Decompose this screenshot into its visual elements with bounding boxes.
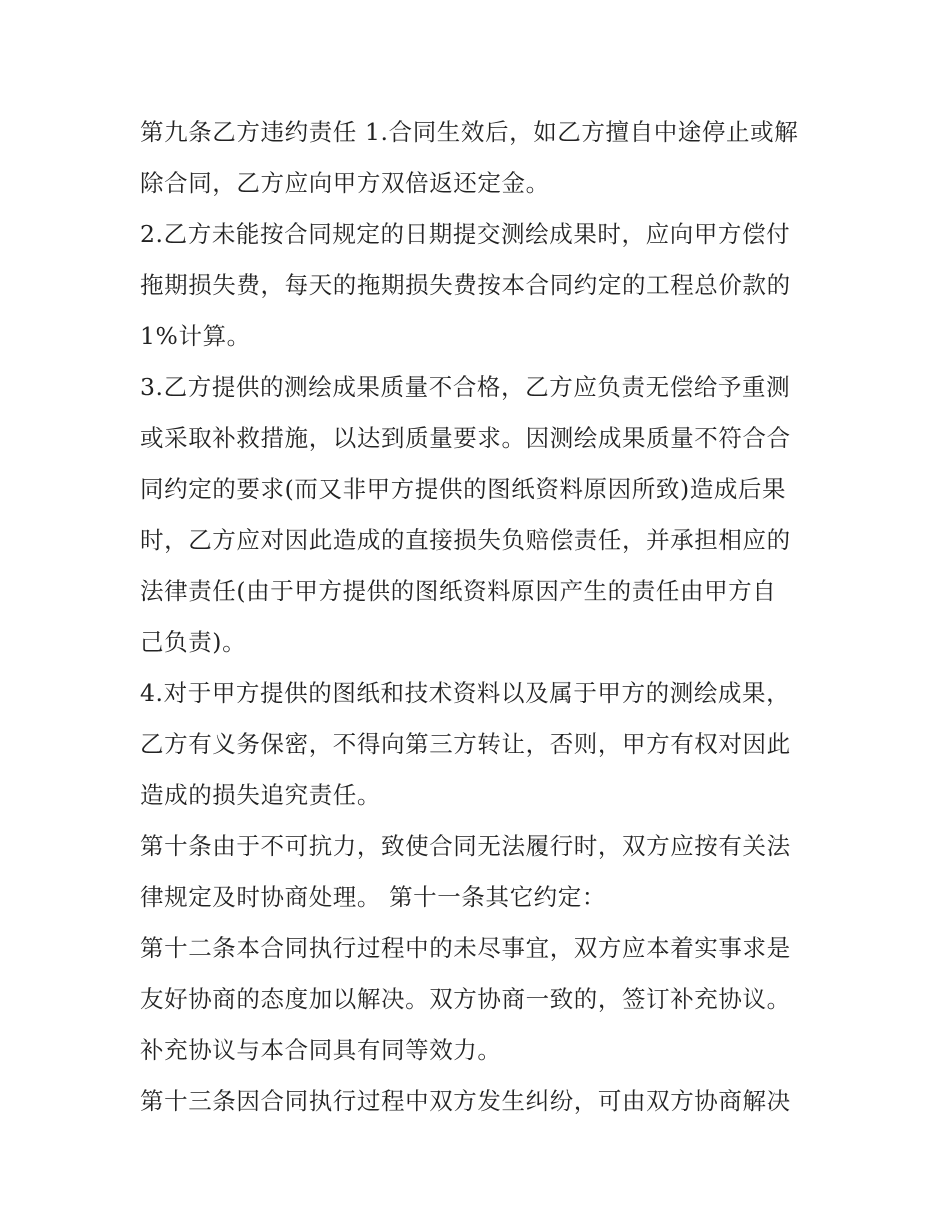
text-line: 第九条乙方违约责任 1.合同生效后，如乙方擅自中途停止或解 (140, 118, 799, 146)
text-line: 律规定及时协商处理。 第十一条其它约定： (140, 883, 606, 911)
text-line: 同约定的要求(而又非甲方提供的图纸资料原因所致)造成后果 (140, 475, 787, 503)
paragraph-article-9 (140, 107, 820, 209)
text-line: 除合同，乙方应向甲方双倍返还定金。 (140, 169, 550, 197)
paragraph-article-13 (140, 1076, 820, 1127)
text-line: 友好协商的态度加以解决。双方协商一致的，签订补充协议。 (140, 985, 791, 1013)
text-line: 补充协议与本合同具有同等效力。 (140, 1036, 502, 1064)
text-line: 乙方有义务保密，不得向第三方转让，否则，甲方有权对因此 (140, 730, 791, 758)
text-line: 第十条由于不可抗力，致使合同无法履行时，双方应按有关法 (140, 832, 791, 860)
text-line: 第十三条因合同执行过程中双方发生纠纷，可由双方协商解决 (140, 1087, 791, 1115)
text-line: 第十二条本合同执行过程中的未尽事宜，双方应本着实事求是 (140, 934, 791, 962)
text-line: 拖期损失费，每天的拖期损失费按本合同约定的工程总价款的 (140, 271, 791, 299)
text-line: 3.乙方提供的测绘成果质量不合格，乙方应负责无偿给予重测 (140, 373, 791, 401)
text-line: 造成的损失追究责任。 (140, 781, 381, 809)
text-line: 4.对于甲方提供的图纸和技术资料以及属于甲方的测绘成果， (140, 679, 791, 707)
document-body (140, 107, 820, 1127)
text-line: 1%计算。 (140, 322, 251, 350)
text-line: 己负责)。 (140, 628, 247, 656)
text-line: 法律责任(由于甲方提供的图纸资料原因产生的责任由甲方自 (140, 577, 777, 605)
text-line: 时，乙方应对因此造成的直接损失负赔偿责任，并承担相应的 (140, 526, 791, 554)
text-line: 或采取补救措施，以达到质量要求。因测绘成果质量不符合合 (140, 424, 791, 452)
paragraph-item-3 (140, 362, 820, 668)
paragraph-item-4 (140, 668, 820, 821)
text-line: 2.乙方未能按合同规定的日期提交测绘成果时，应向甲方偿付 (140, 220, 791, 248)
paragraph-article-10-11 (140, 821, 820, 923)
paragraph-item-2 (140, 209, 820, 362)
paragraph-article-12 (140, 923, 820, 1076)
